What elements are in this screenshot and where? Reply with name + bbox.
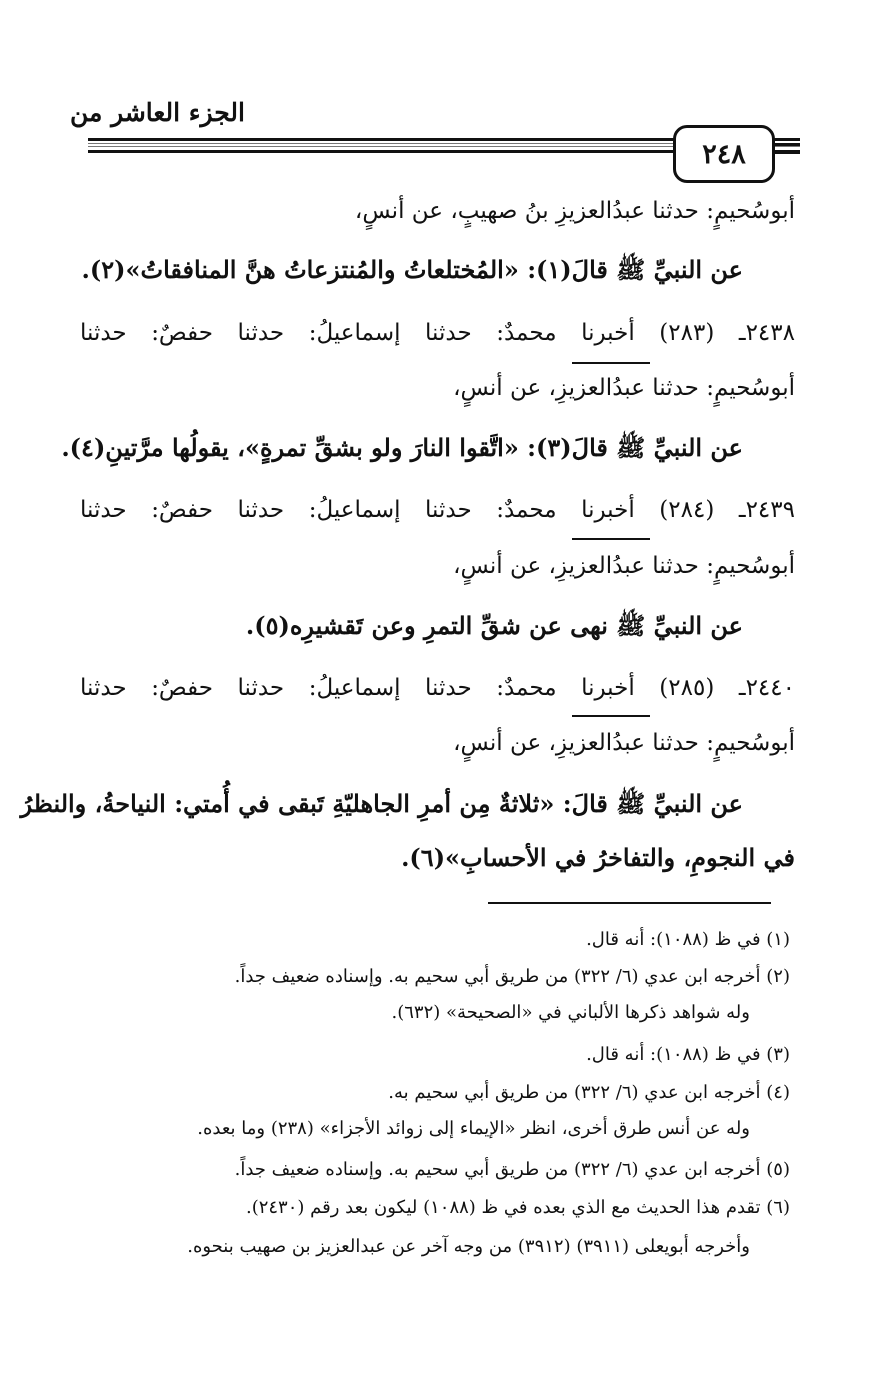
text-line: أبوسُحيمٍ: حدثنا عبدُالعزيزِ، عن أنسٍ، [453,553,795,579]
footnote: (٦) تقدم هذا الحديث مع الذي بعده في ظ (١٠٨٨) ليكون بعد رقم (٢٤٣٠). [245,1197,790,1218]
footnote: (١) في ظ (١٠٨٨): أنه قال. [586,929,790,950]
footnote: (٣) في ظ (١٠٨٨): أنه قال. [586,1044,790,1065]
number-underline [572,538,650,540]
number-underline [572,715,650,717]
text-line: أبوسُحيمٍ: حدثنا عبدُالعزيزِ بنُ صهيبٍ، عن أنسٍ، [354,198,795,224]
running-header-title: الجزء العاشر من [69,98,245,127]
hadith-text: عن النبيِّ ﷺ نهى عن شقِّ التمرِ وعن تَقشيرِه(٥). [245,611,743,640]
number-underline [572,362,650,364]
text-line: أبوسُحيمٍ: حدثنا عبدُالعزيزِ، عن أنسٍ، [453,375,795,401]
isnad-line: ٢٤٣٨ـ (٢٨٣) أخبرنا محمدٌ: حدثنا إسماعيلُ: حدثنا حفصٌ: حدثنا [80,320,795,346]
isnad-line: ٢٤٤٠ـ (٢٨٥) أخبرنا محمدٌ: حدثنا إسماعيلُ: حدثنا حفصٌ: حدثنا [80,675,795,701]
isnad-line: ٢٤٣٩ـ (٢٨٤) أخبرنا محمدٌ: حدثنا إسماعيلُ: حدثنا حفصٌ: حدثنا [80,497,795,523]
hadith-text: عن النبيِّ ﷺ قالَ(٣): «اتَّقوا النارَ ولو بشقِّ تمرةٍ»، يقولُها مرَّتينِ(٤). [61,433,743,462]
page-number: ٢٤٨ [673,125,775,183]
footnote: وله عن أنس طرق أخرى، انظر «الإيماء إلى زوائد الأجزاء» (٢٣٨) وما بعده. [197,1118,750,1139]
text-line: أبوسُحيمٍ: حدثنا عبدُالعزيزِ، عن أنسٍ، [453,730,795,756]
footnote: (٤) أخرجه ابن عدي (٦/ ٣٢٢) من طريق أبي سحيم به. [388,1082,790,1103]
hadith-text: عن النبيِّ ﷺ قالَ: «ثلاثةٌ مِن أمرِ الجاهليّةِ تَبقى في أُمتي: النياحةُ، والنظرُ [20,789,743,818]
hadith-text: في النجومِ، والتفاخرُ في الأحسابِ»(٦). [401,843,795,872]
footnote: وأخرجه أبويعلى (٣٩١١) (٣٩١٢) من وجه آخر عن عبدالعزيز بن صهيب بنحوه. [187,1236,750,1257]
footnote: (٥) أخرجه ابن عدي (٦/ ٣٢٢) من طريق أبي سحيم به. وإسناده ضعيف جداً. [234,1159,790,1180]
hadith-text: عن النبيِّ ﷺ قالَ(١): «المُختلعاتُ والمُنتزعاتُ هنَّ المنافقاتُ»(٢). [81,255,743,284]
footnote-separator [488,902,771,904]
footnote: وله شواهد ذكرها الألباني في «الصحيحة» (٦٣٢). [391,1002,750,1023]
footnote: (٢) أخرجه ابن عدي (٦/ ٣٢٢) من طريق أبي سحيم به. وإسناده ضعيف جداً. [234,966,790,987]
